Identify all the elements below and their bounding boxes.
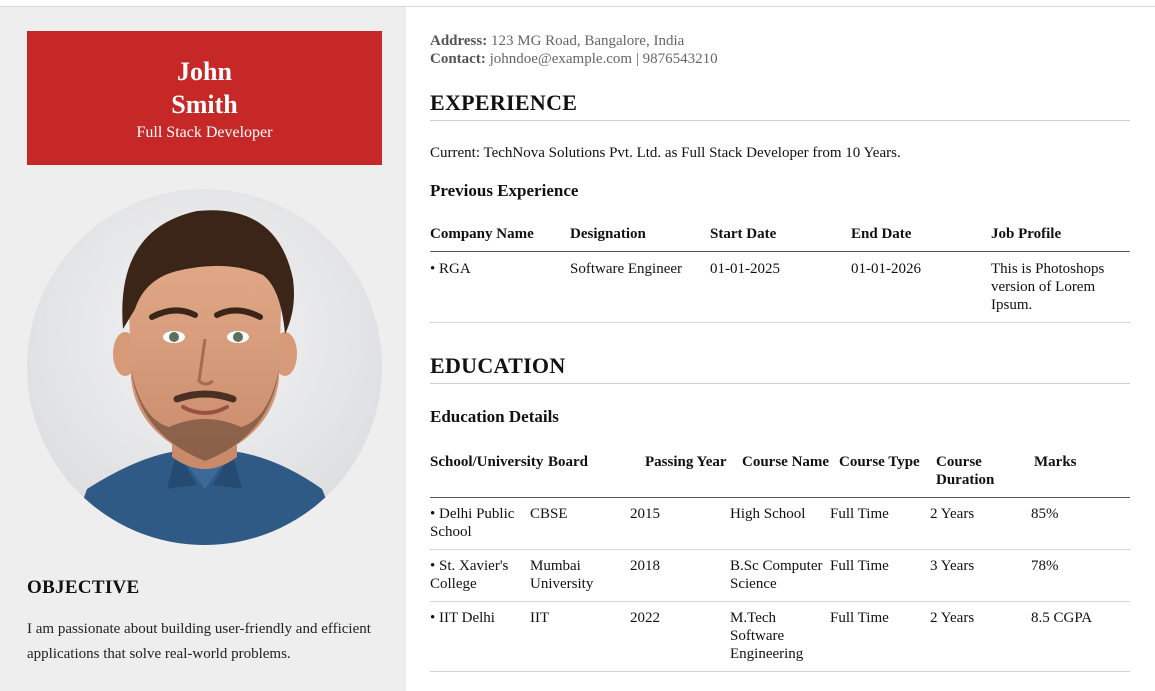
cell: CBSE — [530, 498, 630, 550]
sidebar — [0, 7, 406, 691]
cell: 2018 — [630, 550, 730, 602]
education-title: EDUCATION — [430, 353, 566, 378]
cell: IIT — [530, 602, 630, 672]
col-designation: Designation — [570, 221, 710, 252]
address-value: 123 MG Road, Bangalore, India — [490, 33, 685, 49]
experience-divider — [430, 120, 1130, 121]
col-course-duration: Course Duration — [930, 449, 1031, 498]
education-header-row — [430, 449, 1130, 498]
col-job-profile: Job Profile — [991, 221, 1130, 252]
cell: Full Time — [830, 498, 930, 550]
cell: • RGA — [430, 252, 570, 323]
cell: High School — [730, 498, 830, 550]
table-row — [430, 602, 1130, 672]
table-row — [430, 550, 1130, 602]
education-details-title: Education Details — [430, 407, 559, 426]
cell: M.Tech Software Engineering — [730, 602, 830, 672]
first-name: John — [177, 57, 232, 86]
cell: 2015 — [630, 498, 730, 550]
education-divider — [430, 383, 1130, 384]
last-name: Smith — [171, 90, 238, 119]
cell: 2 Years — [930, 498, 1031, 550]
experience-table — [430, 221, 1130, 323]
objective-title: OBJECTIVE — [27, 577, 140, 598]
cell: 3 Years — [930, 550, 1031, 602]
cell: 01-01-2026 — [851, 252, 991, 323]
cell: • Delhi Public School — [430, 498, 530, 550]
col-end-date: End Date — [851, 221, 991, 252]
cell: 78% — [1031, 550, 1130, 602]
current-job: Current: TechNova Solutions Pvt. Ltd. as Full Stack Developer from 10 Years. — [430, 145, 901, 161]
cell: Full Time — [830, 550, 930, 602]
cell: • St. Xavier's College — [430, 550, 530, 602]
cell: This is Photoshops version of Lorem Ipsum. — [991, 252, 1130, 323]
job-role: Full Stack Developer — [136, 124, 273, 141]
previous-experience-title: Previous Experience — [430, 181, 579, 200]
address-label: Address: — [430, 33, 488, 49]
col-marks: Marks — [1031, 449, 1130, 498]
cell: 8.5 CGPA — [1031, 602, 1130, 672]
name-header — [27, 31, 382, 165]
table-row — [430, 252, 1130, 323]
contact-label: Contact: — [430, 51, 486, 67]
col-school: School/University — [430, 449, 530, 498]
table-row — [430, 498, 1130, 550]
cell: 85% — [1031, 498, 1130, 550]
cell: B.Sc Computer Science — [730, 550, 830, 602]
education-table — [430, 449, 1130, 672]
contact-value: johndoe@example.com | 9876543210 — [489, 51, 718, 67]
col-course-type: Course Type — [830, 449, 930, 498]
col-passing-year: Passing Year — [630, 449, 730, 498]
cell: Full Time — [830, 602, 930, 672]
cell: Software Engineer — [570, 252, 710, 323]
col-course-name: Course Name — [730, 449, 830, 498]
cell: Mumbai University — [530, 550, 630, 602]
profile-photo — [27, 189, 382, 545]
address-line — [430, 32, 684, 50]
col-start-date: Start Date — [710, 221, 851, 252]
col-board: Board — [530, 449, 630, 498]
experience-header-row — [430, 221, 1130, 252]
cell: 01-01-2025 — [710, 252, 851, 323]
contact-line — [430, 50, 718, 68]
cell: 2 Years — [930, 602, 1031, 672]
objective-text: I am passionate about building user-friendly and efficient applications that solve real-world problems. — [27, 621, 371, 662]
experience-title: EXPERIENCE — [430, 90, 578, 115]
col-company: Company Name — [430, 221, 570, 252]
cell: 2022 — [630, 602, 730, 672]
cell: • IIT Delhi — [430, 602, 530, 672]
